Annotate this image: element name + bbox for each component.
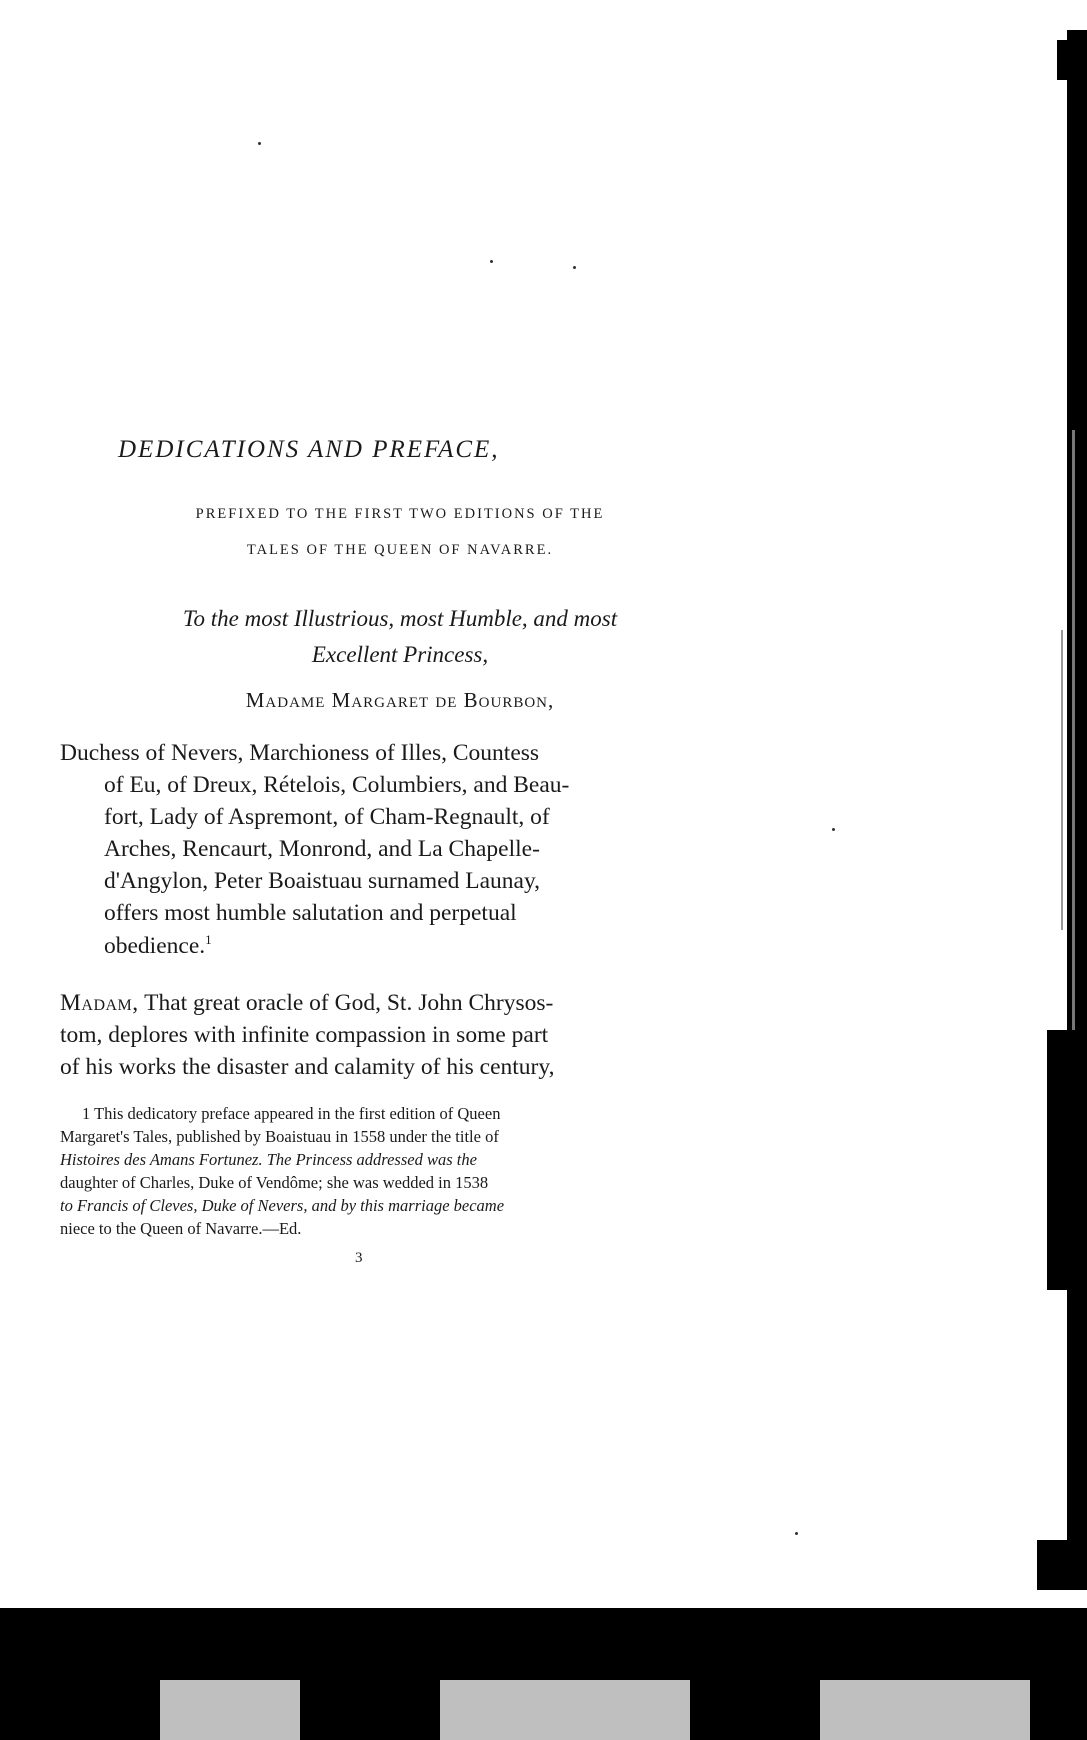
dedication-line: Arches, Rencaurt, Monrond, and La Chapelle- bbox=[104, 836, 540, 862]
dedication-line-last bbox=[104, 932, 212, 960]
footnote-line: Histoires des Amans Fortunez. The Princess addressed was the bbox=[60, 1150, 477, 1169]
scan-speck bbox=[795, 1532, 798, 1535]
footnote-line: Margaret's Tales, published by Boaistuau in 1558 under the title of bbox=[60, 1127, 499, 1146]
scan-speck bbox=[490, 260, 493, 263]
address-line-1: To the most Illustrious, most Humble, and most bbox=[182, 606, 618, 631]
dedication-line: Duchess of Nevers, Marchioness of Illes, Countess bbox=[60, 740, 540, 766]
scan-noise-patch bbox=[440, 1680, 690, 1740]
scan-noise-patch bbox=[820, 1680, 1030, 1740]
dedication-line: d'Angylon, Peter Boaistuau surnamed Launay, bbox=[104, 868, 541, 894]
dedication-last-text: obedience. bbox=[104, 932, 206, 959]
scan-edge-shadow bbox=[1027, 30, 1087, 1590]
scan-noise-patch bbox=[160, 1680, 300, 1740]
footnote-line: to Francis of Cleves, Duke of Nevers, and by this marriage became bbox=[60, 1196, 505, 1215]
dedication-line: of Eu, of Dreux, Rételois, Columbiers, and Beau- bbox=[104, 772, 570, 798]
body-line-1 bbox=[60, 990, 553, 1017]
footnote-line: niece to the Queen of Navarre.—Ed. bbox=[60, 1219, 302, 1238]
recipient-name: Madame Margaret de Bourbon, bbox=[245, 688, 555, 712]
body-line-1-text: That great oracle of God, St. John Chrysos- bbox=[138, 990, 554, 1016]
body-line: tom, deplores with infinite compassion in some part bbox=[60, 1022, 549, 1048]
dedication-line: fort, Lady of Aspremont, of Cham-Regnault, of bbox=[104, 804, 550, 830]
page-number: 3 bbox=[355, 1250, 363, 1266]
scan-speck bbox=[258, 142, 261, 145]
scan-speck bbox=[832, 828, 835, 831]
body-line: of his works the disaster and calamity of his century, bbox=[60, 1054, 555, 1080]
page-title: DEDICATIONS AND PREFACE, bbox=[118, 436, 500, 463]
subtitle-line-2: TALES OF THE QUEEN OF NAVARRE. bbox=[246, 542, 554, 558]
scan-speck bbox=[573, 266, 576, 269]
dedication-line: offers most humble salutation and perpetual bbox=[104, 900, 517, 926]
footnote-line: daughter of Charles, Duke of Vendôme; she was wedded in 1538 bbox=[60, 1173, 489, 1192]
body-salutation: Madam, bbox=[60, 990, 139, 1016]
footnote-line: 1 This dedicatory preface appeared in the first edition of Queen bbox=[82, 1104, 501, 1123]
address-line-2: Excellent Princess, bbox=[311, 642, 489, 667]
subtitle-line-1: PREFIXED TO THE FIRST TWO EDITIONS OF THE bbox=[195, 506, 605, 522]
footnote-marker: 1 bbox=[205, 932, 212, 947]
